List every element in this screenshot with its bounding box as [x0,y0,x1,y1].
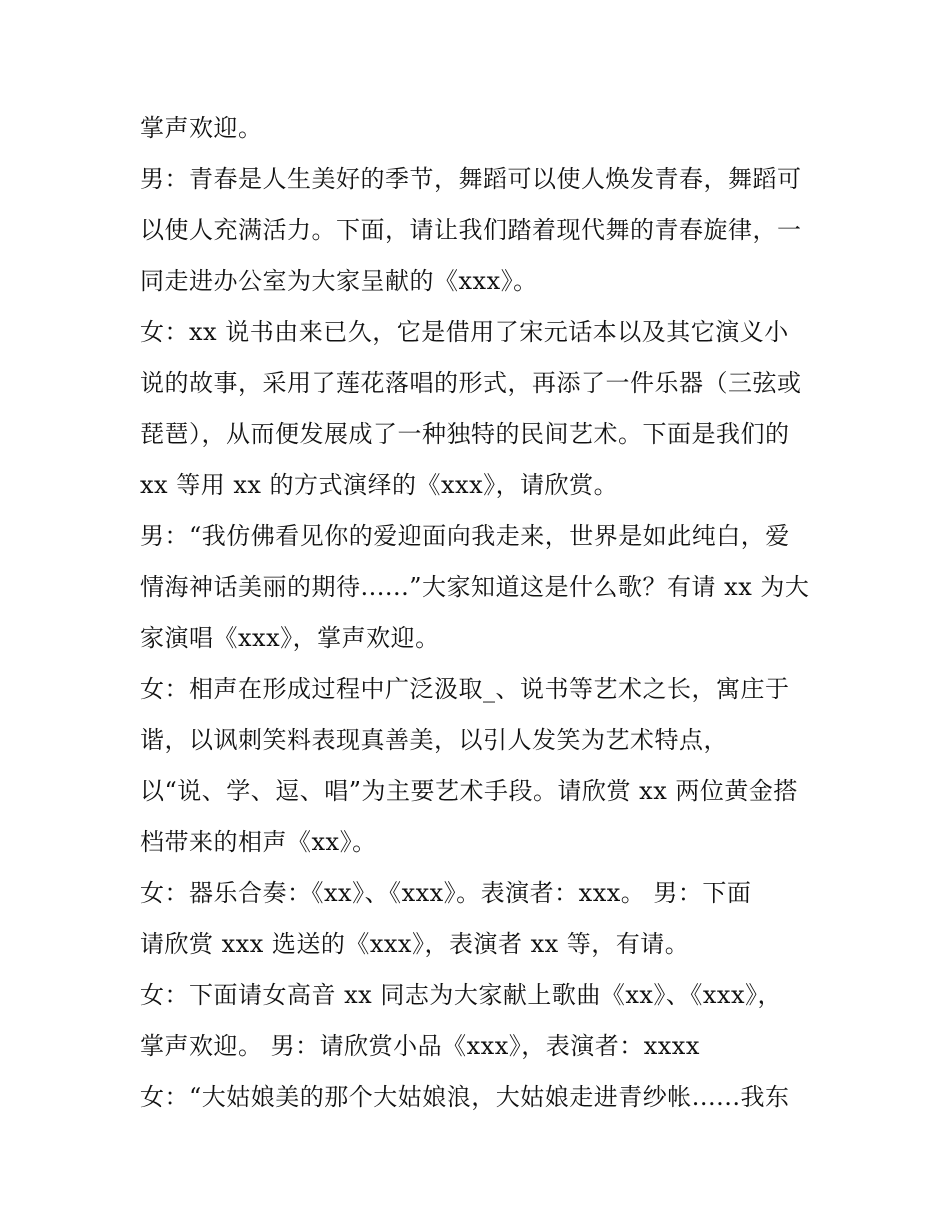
text-line: xx 等用 xx 的方式演绎的《xxx》，请欣赏。 [140,471,619,499]
text-line: 家演唱《xxx》，掌声欢迎。 [140,624,440,652]
text-line: 女：相声在形成过程中广泛汲取_、说书等艺术之长，寓庄于 [140,675,790,703]
text-line: 琵琶），从而便发展成了一种独特的民间艺术。下面是我们的 [140,420,790,448]
text-line: 女：下面请女高音 xx 同志为大家献上歌曲《xx》、《xxx》， [140,981,783,1009]
text-line: 以“说、学、逗、唱”为主要艺术手段。请欣赏 xx 两位黄金搭 [140,777,798,805]
text-line: 掌声欢迎。 男：请欣赏小品《xxx》，表演者：xxxx [140,1032,700,1060]
text-line: 档带来的相声《xx》。 [140,828,377,856]
text-line: 掌声欢迎。 [140,114,263,142]
text-line: 情海神话美丽的期待......”大家知道这是什么歌？有请 xx 为大 [140,573,810,601]
text-line: 以使人充满活力。下面，请让我们踏着现代舞的青春旋律，一 [140,216,802,244]
text-line: 同走进办公室为大家呈献的《xxx》。 [140,267,538,295]
text-line: 女：xx 说书由来已久，它是借用了宋元话本以及其它演义小 [140,318,789,346]
text-line: 说的故事，采用了莲花落唱的形式，再添了一件乐器（三弦或 [140,369,802,397]
text-line: 谐，以讽刺笑料表现真善美，以引人发笑为艺术特点， [140,726,728,754]
text-line: 女：器乐合奏：《xx》、《xxx》。表演者：xxx。 男：下面 [140,879,752,907]
text-line: 男：“我仿佛看见你的爱迎面向我走来，世界是如此纯白，爱 [140,522,790,550]
text-line: 男：青春是人生美好的季节，舞蹈可以使人焕发青春，舞蹈可 [140,165,802,193]
text-line: 请欣赏 xxx 选送的《xxx》，表演者 xx 等，有请。 [140,930,690,958]
text-line: 女：“大姑娘美的那个大姑娘浪，大姑娘走进青纱帐......我东 [140,1083,790,1111]
